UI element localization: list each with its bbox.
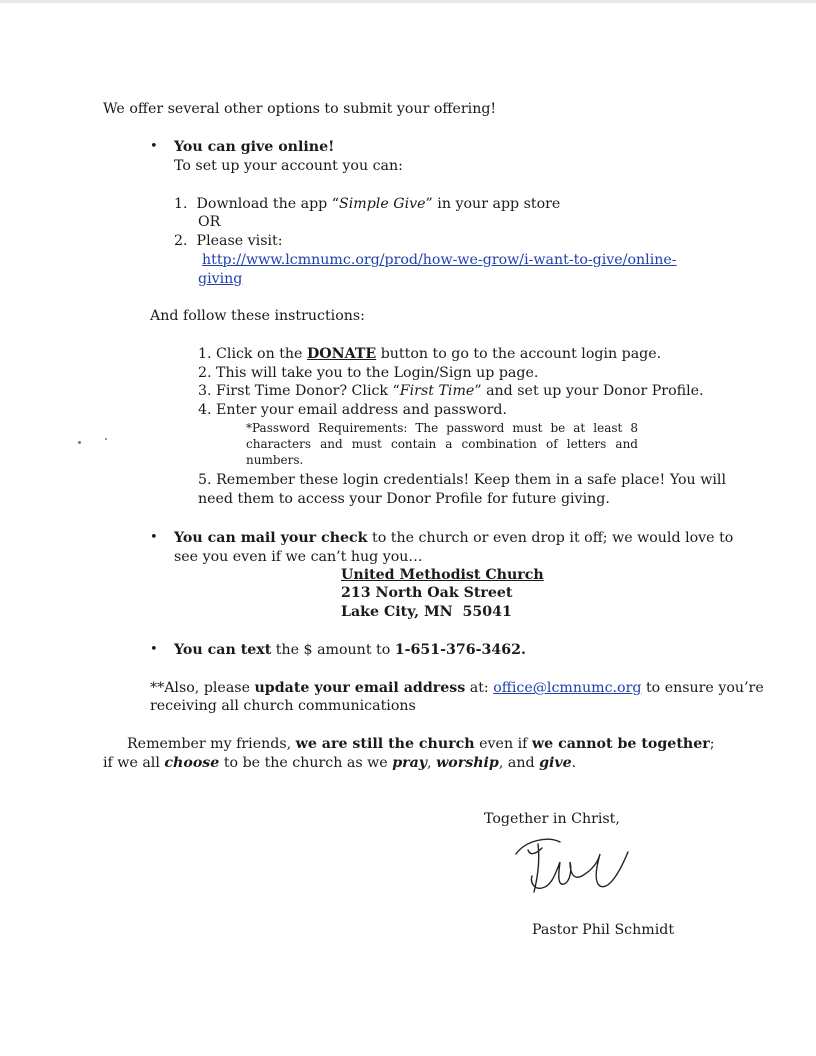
instruction-1: 1. Click on the DONATE button to go to the account login page.	[198, 346, 662, 362]
online-step-1: 1. Download the app “Simple Give” in your app store	[174, 196, 561, 212]
online-setup: To set up your account you can:	[174, 158, 403, 174]
closing-paragraph: Remember my friends, we are still the church even if we cannot be together; if we all choose to be the church as we pray, worship, and give.	[103, 736, 715, 771]
online-heading: You can give online!	[174, 139, 335, 155]
email-note-line-2: receiving all church communications	[150, 698, 416, 714]
signoff-name: Pastor Phil Schmidt	[532, 922, 675, 938]
signoff-greeting: Together in Christ,	[484, 811, 620, 827]
address-line-3: Lake City, MN 55041	[341, 604, 512, 620]
online-or: OR	[198, 214, 221, 230]
email-note-line-1: **Also, please update your email address at: office@lcmnumc.org to ensure you’re	[150, 680, 764, 696]
instruction-4: 4. Enter your email address and password.	[198, 402, 508, 418]
scan-speck	[105, 438, 107, 440]
instruction-3: 3. First Time Donor? Click “First Time” and set up your Donor Profile.	[198, 383, 704, 399]
bullet-mail: •	[150, 530, 158, 545]
scan-edge	[0, 0, 816, 3]
online-step-2: 2. Please visit:	[174, 233, 283, 249]
signature-image	[508, 832, 648, 904]
giving-url-link[interactable]: http://www.lcmnumc.org/prod/how-we-grow/i-want-to-give/online-	[202, 252, 677, 268]
text-give: You can text the $ amount to 1-651-376-3462.	[174, 642, 526, 658]
password-note: *Password Requirements: The password must be at least 8 characters and must contain a combination of letters and numbers.	[246, 421, 638, 467]
address-line-2: 213 North Oak Street	[341, 585, 513, 601]
address-line-1: United Methodist Church	[341, 567, 544, 583]
instruction-2: 2. This will take you to the Login/Sign up page.	[198, 365, 539, 381]
bullet-text: •	[150, 642, 158, 657]
giving-url-link-cont[interactable]: giving	[198, 271, 243, 287]
office-email-link[interactable]: office@lcmnumc.org	[493, 680, 642, 696]
donate-label: DONATE	[306, 346, 377, 362]
bullet-online: •	[150, 139, 158, 154]
scan-speck	[78, 441, 81, 444]
instruction-5: 5. Remember these login credentials! Keep them in a safe place! You will need them to access your Donor Profile for future giving.	[198, 472, 726, 507]
instructions-lead: And follow these instructions:	[150, 308, 365, 324]
mail-text: You can mail your check to the church or even drop it off; we would love to see you even if we can’t hug you…	[174, 530, 734, 565]
intro-text: We offer several other options to submit your offering!	[103, 101, 497, 117]
